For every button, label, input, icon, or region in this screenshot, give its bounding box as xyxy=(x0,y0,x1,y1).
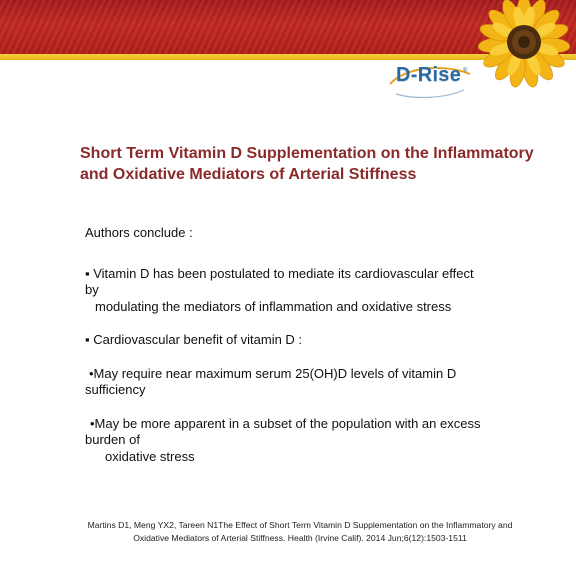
citation-line-1: Martins D1, Meng YX2, Tareen N1The Effect of Short Term Vitamin D Supplementation on the Inflammatory and xyxy=(87,520,513,530)
sunflower-icon xyxy=(464,0,576,110)
bullet-1-line-2: by xyxy=(85,282,99,297)
slide-title xyxy=(80,143,576,185)
sub-bullet-2-line-1: •May be more apparent in a subset of the population with an excess xyxy=(90,415,481,431)
sub-bullet-1-line-2: sufficiency xyxy=(85,382,146,397)
bullet-1-line-1: ▪ Vitamin D has been postulated to mediate its cardiovascular effect xyxy=(85,265,474,281)
citation xyxy=(40,519,560,544)
title-line-2: and Oxidative Mediators of Arterial Stiffness xyxy=(80,166,417,183)
bullet-2: ▪ Cardiovascular benefit of vitamin D : xyxy=(85,332,303,347)
slide-body xyxy=(85,225,515,465)
citation-line-2: Oxidative Mediators of Arterial Stiffness. Health (Irvine Calif). 2014 Jun;6(12):1503-1511 xyxy=(133,532,467,543)
authors-label: Authors conclude : xyxy=(85,225,193,240)
sub-bullet-2-line-3: oxidative stress xyxy=(105,448,195,464)
sub-bullet-2-line-2: burden of xyxy=(85,432,140,447)
bullet-1-line-3: modulating the mediators of inflammation and oxidative stress xyxy=(95,298,452,314)
logo-registered-mark: ® xyxy=(463,68,468,74)
sub-bullet-1-line-1: •May require near maximum serum 25(OH)D levels of vitamin D xyxy=(89,365,457,381)
title-line-1: Short Term Vitamin D Supplementation on the Inflammatory xyxy=(80,145,534,162)
logo-text: D-Rise xyxy=(396,64,462,86)
